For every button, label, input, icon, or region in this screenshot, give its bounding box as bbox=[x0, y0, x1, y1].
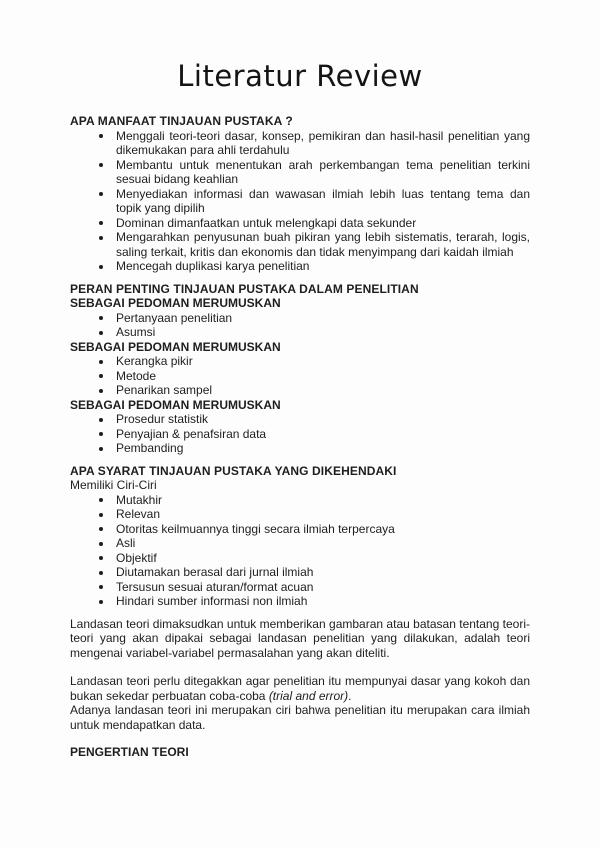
paragraph-landasan-2 bbox=[70, 674, 530, 703]
section-heading: APA MANFAAT TINJAUAN PUSTAKA ? bbox=[70, 114, 293, 128]
group-label: SEBAGAI PEDOMAN MERUMUSKAN bbox=[70, 296, 281, 310]
bullet-list bbox=[70, 412, 530, 456]
paragraph-landasan-3: Adanya landasan teori ini merupakan ciri bahwa penelitian itu merupakan cara ilmiah untuk mendapatkan data. bbox=[70, 703, 530, 732]
list-item: Mencegah duplikasi karya penelitian bbox=[70, 259, 530, 274]
list-item: Mengarahkan penyusunan buah pikiran yang lebih sistematis, terarah, logis, saling terkait, kritis dan ekonomis dan tidak menyimpang dari kaidah ilmiah bbox=[70, 230, 530, 259]
list-item: Membantu untuk menentukan arah perkembangan tema penelitian terkini sesuai bidang keahlian bbox=[70, 158, 530, 187]
paragraph-text: . bbox=[348, 688, 352, 703]
document-body bbox=[70, 114, 530, 760]
bullet-list bbox=[70, 354, 530, 398]
list-item: Diutamakan berasal dari jurnal ilmiah bbox=[70, 565, 530, 580]
footer-heading: PENGERTIAN TEORI bbox=[70, 745, 189, 759]
pedoman-group bbox=[70, 398, 530, 456]
list-item: Relevan bbox=[70, 507, 530, 522]
list-item: Pembanding bbox=[70, 441, 530, 456]
group-label: SEBAGAI PEDOMAN MERUMUSKAN bbox=[70, 339, 281, 354]
list-item: Objektif bbox=[70, 551, 530, 566]
bullet-list bbox=[70, 311, 530, 340]
list-item: Mutakhir bbox=[70, 493, 530, 508]
list-item: Prosedur statistik bbox=[70, 412, 530, 427]
group-label: SEBAGAI PEDOMAN MERUMUSKAN bbox=[70, 397, 281, 412]
list-item: Penarikan sampel bbox=[70, 383, 530, 398]
list-item: Tersusun sesuai aturan/format acuan bbox=[70, 580, 530, 595]
section-peran-penting bbox=[70, 282, 530, 456]
list-item: Pertanyaan penelitian bbox=[70, 311, 530, 326]
bullet-list bbox=[70, 493, 530, 609]
section-heading: PERAN PENTING TINJAUAN PUSTAKA DALAM PENELITIAN bbox=[70, 281, 419, 296]
pedoman-group bbox=[70, 340, 530, 398]
list-item: Otoritas keilmuannya tinggi secara ilmiah terpercaya bbox=[70, 522, 530, 537]
list-item: Menyediakan informasi dan wawasan ilmiah lebih luas tentang tema dan topik yang dipilih bbox=[70, 187, 530, 216]
italic-phrase: (trial and error) bbox=[268, 688, 349, 703]
list-item: Kerangka pikir bbox=[70, 354, 530, 369]
paragraph-text: Landasan teori perlu ditegakkan agar penelitian itu mempunyai dasar yang kokoh dan bukan sekedar perbuatan coba-coba bbox=[70, 674, 530, 703]
page-title: Literatur Review bbox=[177, 59, 423, 93]
section-subheading: Memiliki Ciri-Ciri bbox=[70, 478, 157, 492]
list-item: Penyajian & penafsiran data bbox=[70, 427, 530, 442]
paragraph-landasan-1: Landasan teori dimaksudkan untuk memberikan gambaran atau batasan tentang teori-teori yang akan dipakai sebagai landasan penelitian yang dilakukan, adalah teori mengenai variabel-variabel permasalahan yang akan diteliti. bbox=[70, 616, 530, 660]
pedoman-group bbox=[70, 296, 530, 340]
section-manfaat bbox=[70, 114, 530, 274]
list-item: Menggali teori-teori dasar, konsep, pemikiran dan hasil-hasil penelitian yang dikemukakan para ahli terdahulu bbox=[70, 129, 530, 158]
list-item: Dominan dimanfaatkan untuk melengkapi data sekunder bbox=[70, 216, 530, 231]
list-item: Asli bbox=[70, 536, 530, 551]
list-item: Asumsi bbox=[70, 325, 530, 340]
list-item: Metode bbox=[70, 369, 530, 384]
section-syarat bbox=[70, 464, 530, 609]
bullet-list bbox=[70, 129, 530, 274]
section-heading: APA SYARAT TINJAUAN PUSTAKA YANG DIKEHENDAKI bbox=[70, 463, 397, 478]
list-item: Hindari sumber informasi non ilmiah bbox=[70, 594, 530, 609]
